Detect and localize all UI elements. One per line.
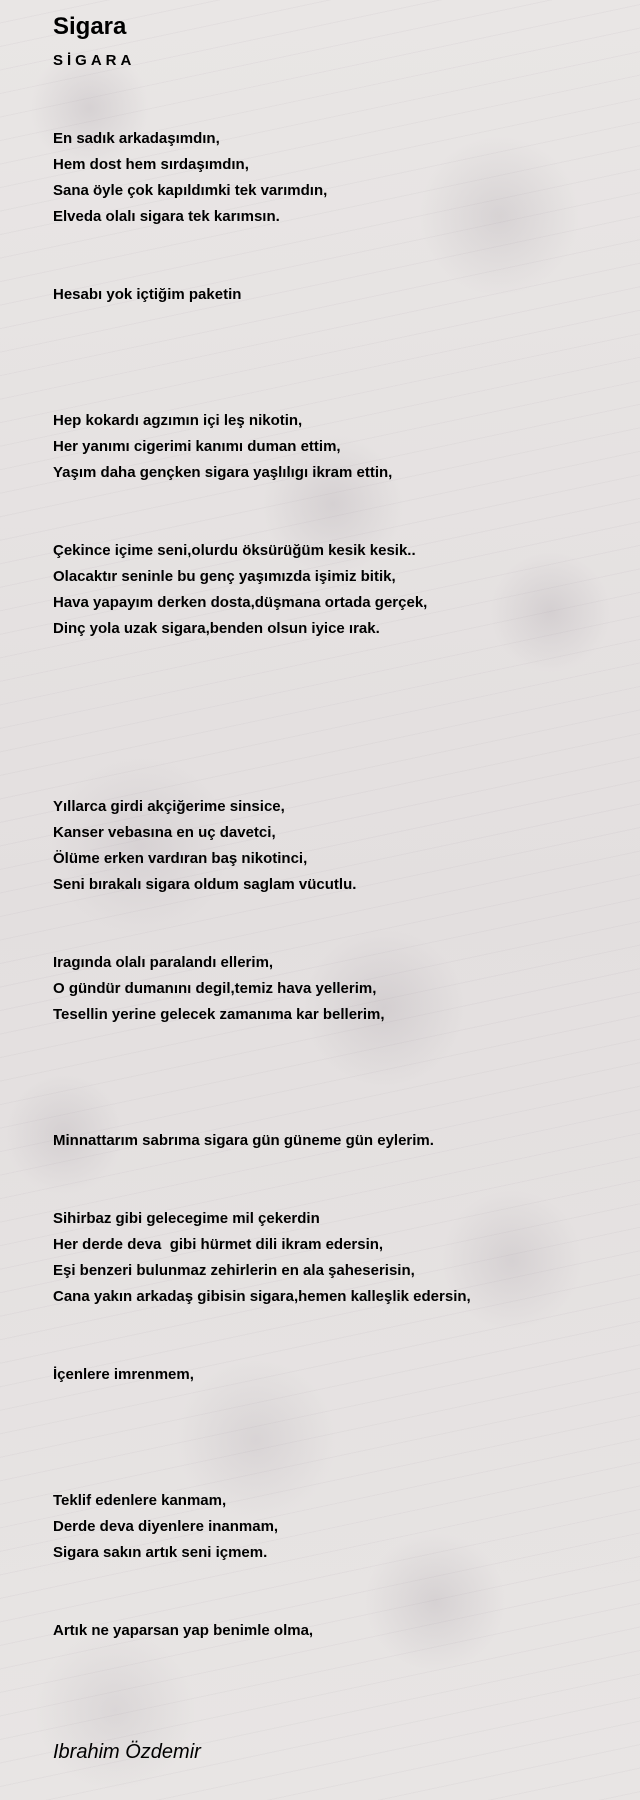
stanza-7: [53, 1128, 613, 1154]
poem-line: En sadık arkadaşımdın,: [53, 130, 220, 147]
poem-line: Dinç yola uzak sigara,benden olsun iyice ırak.: [53, 620, 380, 637]
poem-line: Her yanımı cigerimi kanımı duman ettim,: [53, 438, 341, 455]
poem-line: Eşi benzeri bulunmaz zehirlerin en ala şaheserisin,: [53, 1262, 415, 1279]
poem-page: [53, 0, 613, 1644]
poem-line: Çekince içime seni,olurdu öksürüğüm kesik kesik..: [53, 542, 416, 559]
poem-title: Sigara: [53, 13, 127, 40]
poem-line: Her derde deva gibi hürmet dili ikram edersin,: [53, 1236, 384, 1253]
stanza-8: [53, 1206, 613, 1310]
poem-line: Artık ne yaparsan yap benimle olma,: [53, 1622, 314, 1639]
poem-line: Teklif edenlere kanmam,: [53, 1492, 227, 1509]
poem-line: Seni bırakalı sigara oldum saglam vücutlu.: [53, 876, 357, 893]
stanza-11: [53, 1618, 613, 1644]
poem-line: Hep kokardı agzımın içi leş nikotin,: [53, 412, 303, 429]
poem-line: Sihirbaz gibi gelecegime mil çekerdin: [53, 1210, 320, 1227]
poem-line: Sana öyle çok kapıldımki tek varımdın,: [53, 182, 328, 199]
poem-line: Tesellin yerine gelecek zamanıma kar bellerim,: [53, 1006, 385, 1023]
poem-line: İçenlere imrenmem,: [53, 1366, 194, 1383]
poem-body: [53, 126, 613, 1644]
poem-line: Olacaktır seninle bu genç yaşımızda işimiz bitik,: [53, 568, 396, 585]
poem-line: Yaşım daha gençken sigara yaşlılıgı ikram ettin,: [53, 464, 393, 481]
poem-line: Elveda olalı sigara tek karımsın.: [53, 208, 280, 225]
stanza-4: [53, 538, 613, 642]
author-name: Ibrahim Özdemir: [53, 1741, 201, 1763]
poem-subtitle: SİGARA: [53, 52, 136, 69]
poem-line: Hava yapayım derken dosta,düşmana ortada gerçek,: [53, 594, 428, 611]
poem-line: Hesabı yok içtiğim paketin: [53, 286, 242, 303]
poem-line: Yıllarca girdi akçiğerime sinsice,: [53, 798, 285, 815]
poem-line: Ölüme erken vardıran baş nikotinci,: [53, 850, 308, 867]
stanza-3: [53, 408, 613, 486]
poem-line: O gündür dumanını degil,temiz hava yellerim,: [53, 980, 377, 997]
stanza-2: [53, 282, 613, 308]
poem-line: Iragında olalı paralandı ellerim,: [53, 954, 274, 971]
poem-line: Hem dost hem sırdaşımdın,: [53, 156, 249, 173]
poem-line: Cana yakın arkadaş gibisin sigara,hemen kalleşlik edersin,: [53, 1288, 471, 1305]
poem-line: Minnattarım sabrıma sigara gün güneme gün eylerim.: [53, 1132, 434, 1149]
poem-line: Sigara sakın artık seni içmem.: [53, 1544, 268, 1561]
poem-line: Kanser vebasına en uç davetci,: [53, 824, 276, 841]
stanza-9: [53, 1362, 613, 1388]
stanza-5: [53, 794, 613, 898]
stanza-10: [53, 1488, 613, 1566]
stanza-1: [53, 126, 613, 230]
stanza-6: [53, 950, 613, 1028]
poem-line: Derde deva diyenlere inanmam,: [53, 1518, 279, 1535]
